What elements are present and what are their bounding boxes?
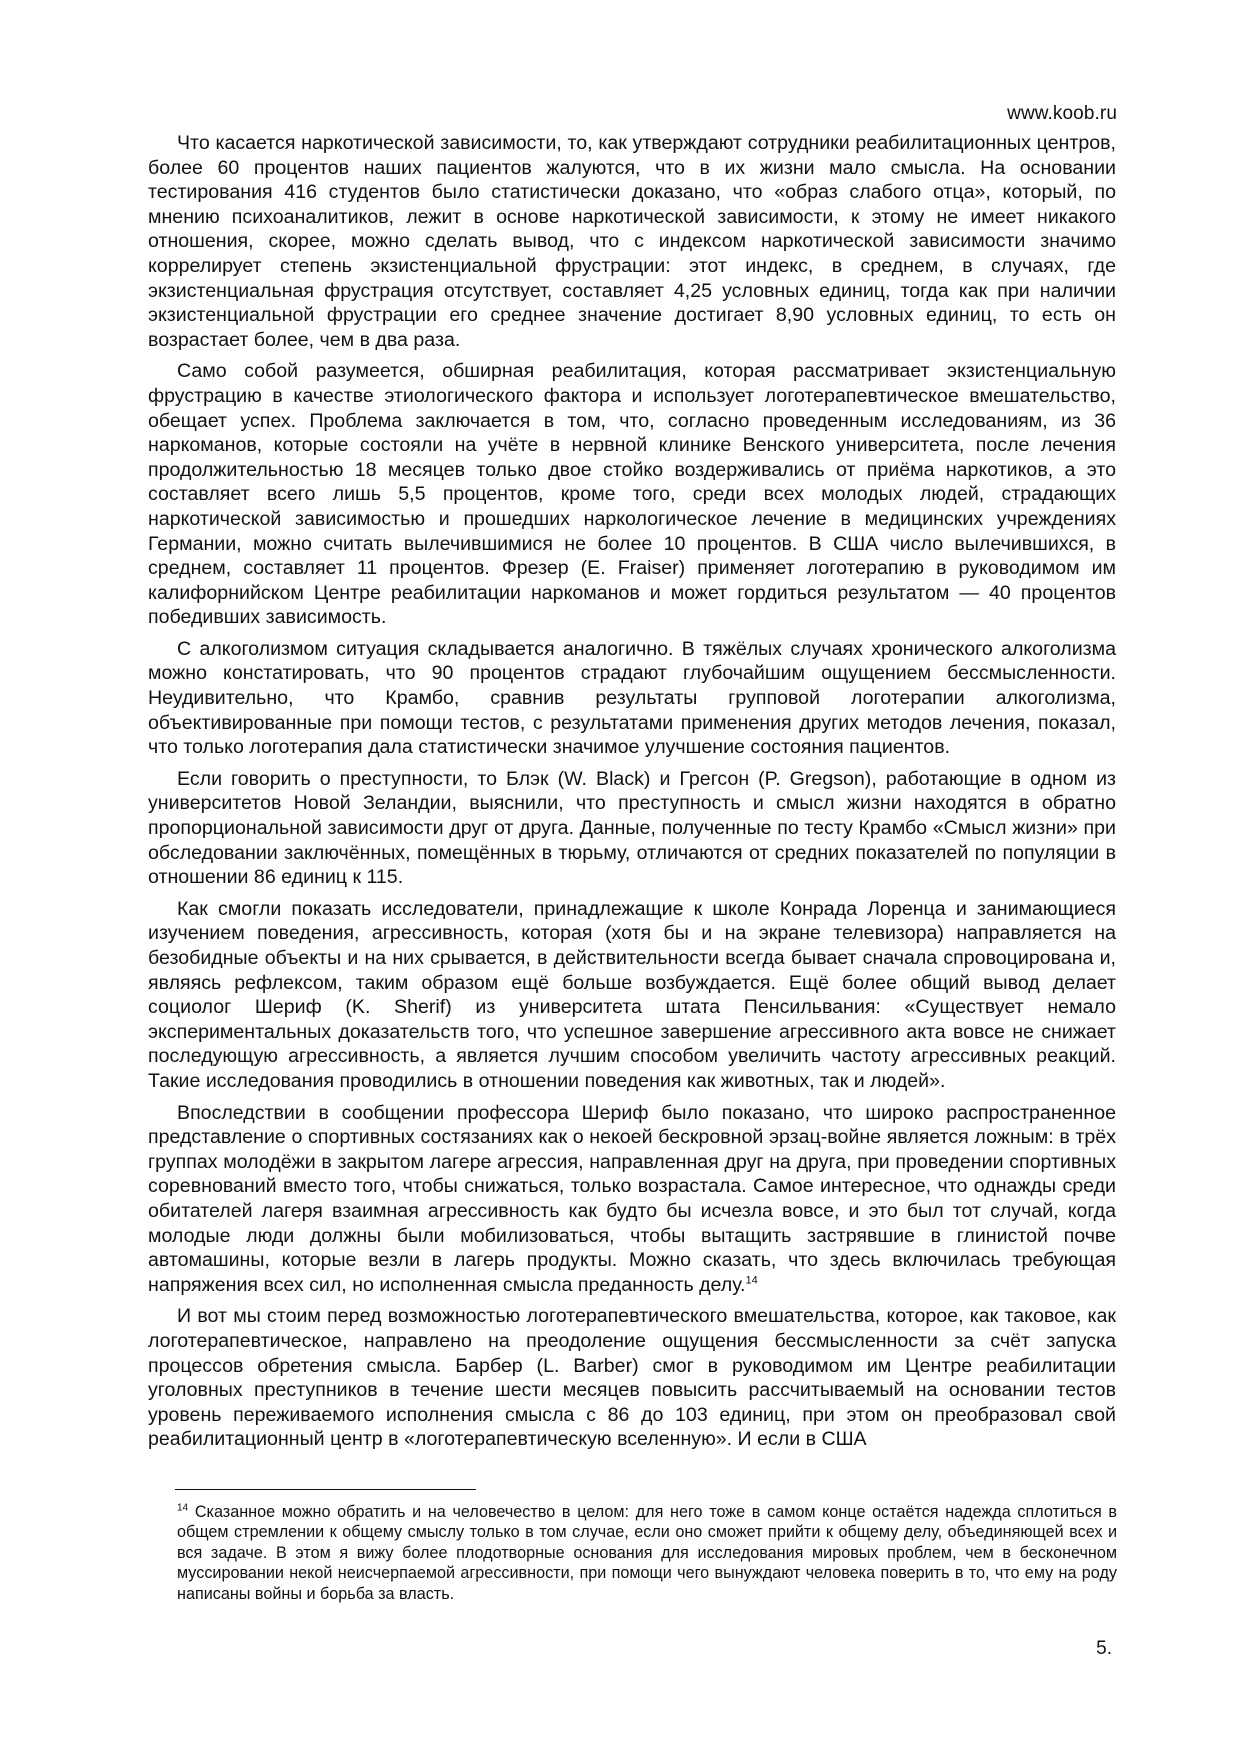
- footnote-separator: [175, 1489, 476, 1490]
- header-site-url: www.koob.ru: [1007, 103, 1117, 124]
- paragraph-6-text: Впоследствии в сообщении профессора Шериф было показано, что широко распространенное представление о спортивных состязаниях как о некоей бескровной эрзац-войне является ложным: в трёх группах молодёжи в закрытом лагере агрессия, направленная друг на друга, при проведении спортивных соревнований вместо того, чтобы снижаться, только возрастала. Самое интересное, что однажды среди обитателей лагеря взаимная агрессивность как будто бы исчезла вовсе, и это был тот случай, когда молодые люди должны были мобилизоваться, чтобы вытащить застрявшие в глинистой почве автомашины, которые везли в лагерь продукты. Можно сказать, что здесь включилась требующая напряжения всех сил, но исполненная смысла преданность делу.: [148, 1101, 1116, 1296]
- body-text: [148, 131, 1116, 1459]
- footnote-number: 14: [177, 1502, 189, 1514]
- paragraph-5: Как смогли показать исследователи, принадлежащие к школе Конрада Лоренца и занимающиеся изучением поведения, агрессивность, которая (хотя бы и на экране телевизора) направляется на безобидные объекты и на них срывается, в действительности всегда бывает сначала спровоцирована и, являясь рефлексом, таким образом ещё больше возбуждается. Ещё более общий вывод делает социолог Шериф (K. Sherif) из университета штата Пенсильвания: «Существует немало экспериментальных доказательств того, что успешное завершение агрессивного акта вовсе не снижает последующую агрессивность, а является лучшим способом увеличить частоту агрессивных реакций. Такие исследования проводились в отношении поведения как животных, так и людей».: [148, 897, 1116, 1092]
- paragraph-6: [148, 1101, 1116, 1298]
- page-number: 5.: [1096, 1638, 1112, 1659]
- footnote: [177, 1502, 1117, 1604]
- footnote-text: Сказанное можно обратить и на человечество в целом: для него тоже в самом конце остаётся надежда сплотиться в общем стремлении к общему смыслу только в том случае, если оно сможет прийти к общему делу, объединяющей всех и вся задаче. В этом я вижу более плодотворные основания для исследования мировых проблем, чем в бесконечном муссировании некой неисчерпаемой агрессивности, при помощи чего вынуждают человека поверить в то, что ему на роду написаны войны и борьба за власть.: [177, 1503, 1118, 1603]
- paragraph-4: Если говорить о преступности, то Блэк (W. Black) и Грегсон (P. Gregson), работающие в одном из университетов Новой Зеландии, выяснили, что преступность и смысл жизни находятся в обратно пропорциональной зависимости друг от друга. Данные, полученные по тесту Крамбо «Смысл жизни» при обследовании заключённых, помещённых в тюрьму, отличаются от средних показателей по популяции в отношении 86 единиц к 115.: [148, 767, 1116, 889]
- paragraph-3: С алкоголизмом ситуация складывается аналогично. В тяжёлых случаях хронического алкоголизма можно констатировать, что 90 процентов страдают глубочайшим ощущением бессмысленности. Неудивительно, что Крамбо, сравнив результаты групповой логотерапии алкоголизма, объективированные при помощи тестов, с результатами применения других методов лечения, показал, что только логотерапия дала статистически значимое улучшение состояния пациентов.: [148, 637, 1116, 759]
- paragraph-2: Само собой разумеется, обширная реабилитация, которая рассматривает экзистенциальную фрустрацию в качестве этиологического фактора и использует логотерапевтическое вмешательство, обещает успех. Проблема заключается в том, что, согласно проведенным исследованиям, из 36 наркоманов, которые состояли на учёте в нервной клинике Венского университета, после лечения продолжительностью 18 месяцев только двое стойко воздерживались от приёма наркотиков, а это составляет всего лишь 5,5 процентов, кроме того, среди всех молодых людей, страдающих наркотической зависимостью и прошедших наркологическое лечение в медицинских учреждениях Германии, можно считать вылечившимися не более 10 процентов. В США число вылечившихся, в среднем, составляет 11 процентов. Фрезер (E. Fraiser) применяет логотерапию в руководимом им калифорнийском Центре реабилитации наркоманов и может гордиться результатом — 40 процентов победивших зависимость.: [148, 360, 1116, 629]
- footnote-reference[interactable]: 14: [745, 1274, 758, 1287]
- paragraph-1: Что касается наркотической зависимости, то, как утверждают сотрудники реабилитационных центров, более 60 процентов наших пациентов жалуются, что в их жизни мало смысла. На основании тестирования 416 студентов было статистически доказано, что «образ слабого отца», который, по мнению психоаналитиков, лежит в основе наркотической зависимости, к этому не имеет никакого отношения, скорее, можно сделать вывод, что с индексом наркотической зависимости значимо коррелирует степень экзистенциальной фрустрации: этот индекс, в среднем, в случаях, где экзистенциальная фрустрация отсутствует, составляет 4,25 условных единиц, тогда как при наличии экзистенциальной фрустрации его среднее значение достигает 8,90 условных единиц, то есть он возрастает более, чем в два раза.: [148, 132, 1116, 351]
- paragraph-7: И вот мы стоим перед возможностью логотерапевтического вмешательства, которое, как таковое, как логотерапевтическое, направлено на преодоление ощущения бессмысленности за счёт запуска процессов обретения смысла. Барбер (L. Barber) смог в руководимом им Центре реабилитации уголовных преступников в течение шести месяцев повысить рассчитываемый на основании тестов уровень переживаемого исполнения смысла с 86 до 103 единиц, при этом он преобразовал свой реабилитационный центр в «логотерапевтическую вселенную». И если в США: [148, 1305, 1116, 1451]
